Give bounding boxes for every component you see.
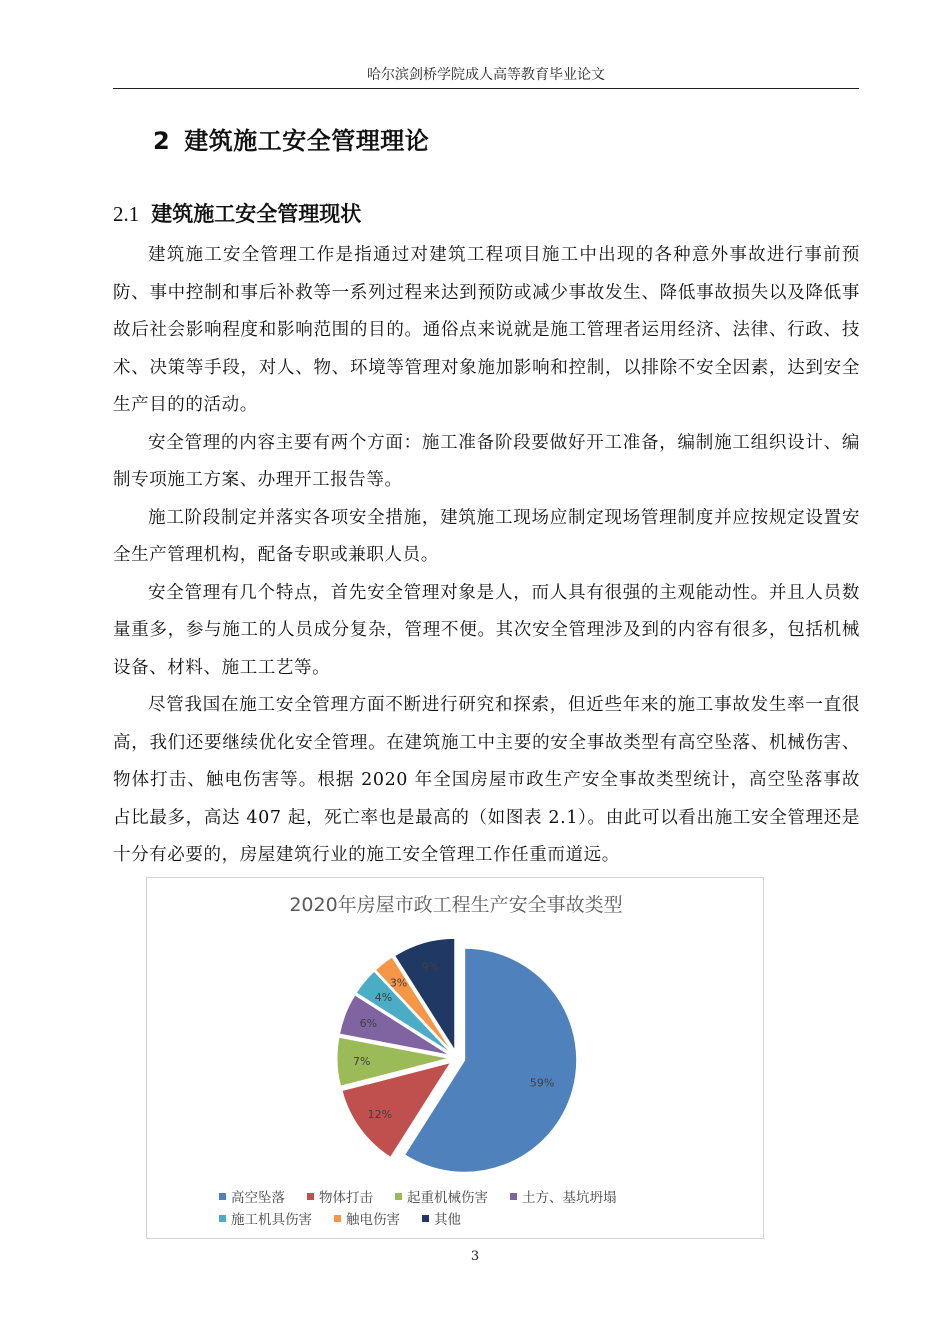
- pie-slice-label: 6%: [359, 1016, 378, 1030]
- legend-swatch: [219, 1193, 226, 1200]
- legend-item: [510, 1186, 617, 1206]
- page-number: 3: [470, 1249, 480, 1264]
- pie-slice-label: 9%: [421, 960, 440, 974]
- paragraph: 安全管理的内容主要有两个方面：施工准备阶段要做好开工准备，编制施工组织设计、编制专项施工方案、办理开工报告等。: [113, 432, 860, 490]
- legend-item: [334, 1208, 400, 1228]
- pie-slice-label: 7%: [352, 1054, 371, 1068]
- paragraph: 尽管我国在施工安全管理方面不断进行研究和探索，但近些年来的施工事故发生率一直很高，我们还要继续优化安全管理。在建筑施工中主要的安全事故类型有高空坠落、机械伤害、物体打击、触电伤害等。根据 2020 年全国房屋市政生产安全事故类型统计，高空坠落事故占比最多，高达 407 起，死亡率也是最高的（如图表 2.1）。由此可以看出施工安全管理还是十分有必要的，房屋建筑行业的施工安全管理工作任重而道远。: [113, 695, 860, 865]
- pie-slice-label: 12%: [367, 1108, 393, 1122]
- legend-item: [219, 1208, 312, 1228]
- pie-chart-figure: [146, 877, 764, 1239]
- header-rule: [113, 88, 859, 89]
- pie-slice-label: 59%: [529, 1076, 555, 1090]
- legend-swatch: [334, 1215, 341, 1222]
- legend-item: [395, 1186, 488, 1206]
- chapter-title-text: 建筑施工安全管理理论: [184, 127, 430, 155]
- legend-label: 起重机械伤害: [407, 1190, 488, 1206]
- pie-slice-label: 4%: [374, 991, 393, 1005]
- section-title-text: 建筑施工安全管理现状: [151, 202, 362, 226]
- section-title: [113, 198, 361, 228]
- legend-label: 土方、基坑坍塌: [522, 1190, 617, 1206]
- paragraph: 安全管理有几个特点，首先安全管理对象是人，而人具有很强的主观能动性。并且人员数量重多，参与施工的人员成分复杂，管理不便。其次安全管理涉及到的内容有很多，包括机械设备、材料、施工工艺等。: [113, 582, 860, 678]
- legend-item: [219, 1186, 285, 1206]
- legend-swatch: [395, 1193, 402, 1200]
- paragraph: 施工阶段制定并落实各项安全措施，建筑施工现场应制定现场管理制度并应按规定设置安全生产管理机构，配备专职或兼职人员。: [113, 507, 860, 565]
- chart-title: 2020年房屋市政工程生产安全事故类型: [289, 894, 623, 916]
- legend-swatch: [510, 1193, 517, 1200]
- legend-label: 高空坠落: [231, 1190, 285, 1206]
- legend-label: 其他: [434, 1212, 461, 1228]
- legend-item: [307, 1186, 373, 1206]
- paragraph: 建筑施工安全管理工作是指通过对建筑工程项目施工中出现的各种意外事故进行事前预防、事中控制和事后补救等一系列过程来达到预防或减少事故发生、降低事故损失以及降低事故后社会影响程度和影响范围的目的。通俗点来说就是施工管理者运用经济、法律、行政、技术、决策等手段，对人、物、环境等管理对象施加影响和控制，以排除不安全因素，达到安全生产目的的活动。: [113, 245, 860, 415]
- running-header: 哈尔滨剑桥学院成人高等教育毕业论文: [367, 67, 605, 83]
- pie-chart: [147, 878, 765, 1178]
- legend-item: [422, 1208, 461, 1228]
- legend-swatch: [307, 1193, 314, 1200]
- chart-legend: [219, 1185, 739, 1229]
- chapter-title: [153, 121, 429, 156]
- legend-swatch: [219, 1215, 226, 1222]
- legend-swatch: [422, 1215, 429, 1222]
- section-number: 2.1: [113, 202, 140, 226]
- legend-row: [219, 1207, 739, 1229]
- legend-label: 物体打击: [319, 1190, 373, 1206]
- legend-row: [219, 1185, 739, 1207]
- pie-slice-label: 3%: [389, 976, 408, 990]
- body-text: [113, 237, 860, 875]
- legend-label: 施工机具伤害: [231, 1212, 312, 1228]
- chapter-number: 2: [153, 127, 171, 155]
- legend-label: 触电伤害: [346, 1212, 400, 1228]
